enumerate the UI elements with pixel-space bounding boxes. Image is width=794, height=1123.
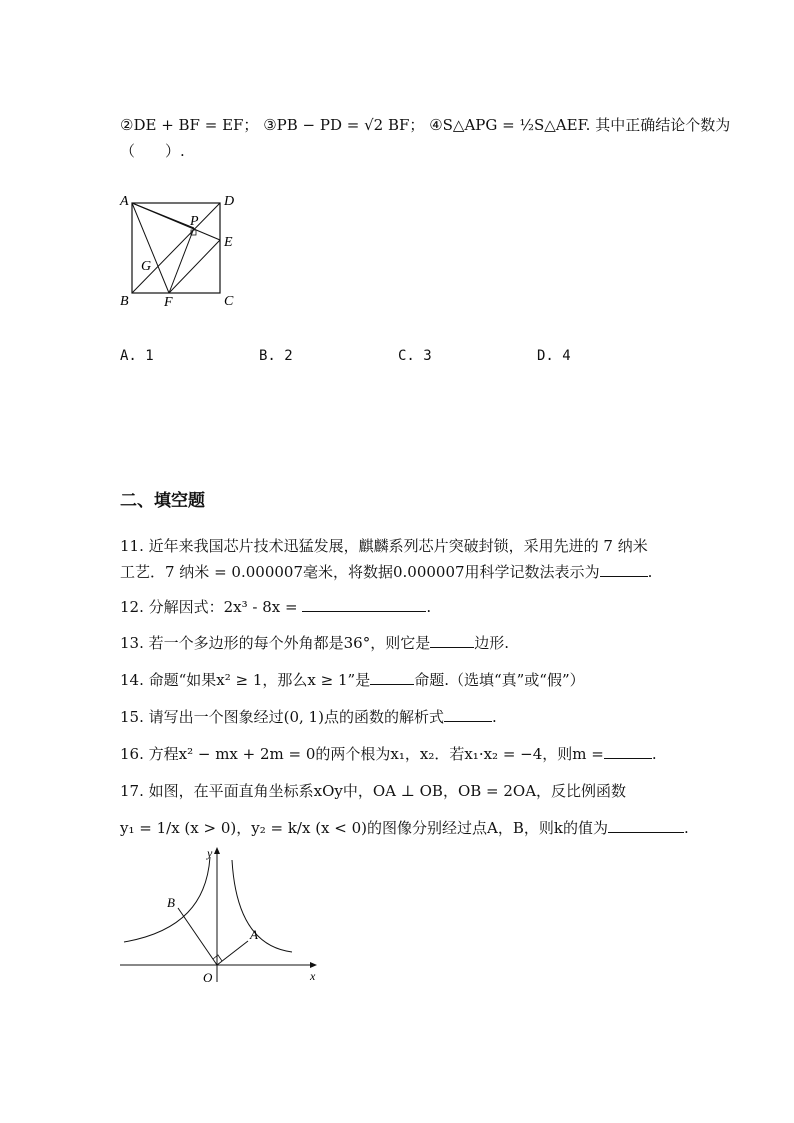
q15-answer-blank[interactable]: [444, 707, 492, 722]
q12-end: .: [426, 598, 432, 616]
q14-suffix: 命题.（选填“真”或“假”）: [414, 671, 585, 689]
q11-line1: 11. 近年来我国芯片技术迅猛发展，麒麟系列芯片突破封锁，采用先进的 7 纳米: [120, 537, 648, 555]
q17-line2: [120, 817, 689, 838]
diagonal-bd: [132, 203, 220, 293]
segment-ap: [132, 203, 194, 228]
q17-line1: 17. 如图，在平面直角坐标系xOy中，OA ⊥ OB，OB = 2OA，反比例函数: [120, 782, 627, 800]
hyperbola-figure: [112, 842, 327, 987]
q11-line2: [120, 561, 652, 582]
q16-answer-blank[interactable]: [604, 744, 652, 759]
label-e: E: [224, 235, 233, 250]
option-c[interactable]: C. 3: [398, 348, 432, 364]
q13-suffix: 边形.: [474, 634, 509, 652]
option-a[interactable]: A. 1: [120, 348, 154, 364]
label-a: A: [120, 194, 129, 209]
y-axis-arrow: [214, 847, 220, 854]
q15-prefix: 15. 请写出一个图象经过(0, 1)点的函数的解析式: [120, 708, 444, 726]
q13-prefix: 13. 若一个多边形的每个外角都是36°，则它是: [120, 634, 431, 652]
segment-oa: [217, 941, 248, 965]
q15-line: [120, 706, 497, 727]
label-b: B: [120, 294, 129, 309]
q14-line: [120, 669, 585, 690]
q16-end: .: [651, 745, 657, 763]
segment-fp: [169, 228, 194, 293]
label-x: x: [310, 969, 316, 983]
q13-answer-blank[interactable]: [430, 633, 474, 648]
segment-ob: [178, 908, 217, 965]
q14-prefix: 14. 命题“如果x² ≥ 1，那么x ≥ 1”是: [120, 671, 371, 689]
q14-answer-blank[interactable]: [370, 670, 414, 685]
label-d: D: [224, 194, 235, 209]
curve-y1: [232, 860, 292, 952]
q16-prefix: 16. 方程x² − mx + 2m = 0的两个根为x₁，x₂．若x₁·x₂ = −4，则m =: [120, 745, 604, 763]
q10-answer-paren: （ ）.: [120, 142, 185, 160]
option-b[interactable]: B. 2: [259, 348, 293, 364]
option-d[interactable]: D. 4: [537, 348, 571, 364]
section-title: 二、填空题: [120, 491, 205, 511]
q16-line: [120, 743, 657, 764]
q17-end: .: [683, 819, 689, 837]
label-p: P: [190, 214, 199, 229]
label-a-point: A: [250, 927, 258, 942]
q11-end: .: [647, 563, 653, 581]
q11-text: 工艺．7 纳米 = 0.000007毫米，将数据0.000007用科学记数法表示为: [120, 563, 600, 581]
label-y: y: [207, 846, 213, 860]
label-b-point: B: [167, 895, 175, 910]
q15-end: .: [491, 708, 497, 726]
q10-stmt2: ②DE + BF = EF；: [120, 116, 259, 134]
q10-stmt4: ④S△APG = ½S△AEF: [429, 116, 586, 134]
q12-line: [120, 596, 431, 617]
label-g: G: [141, 259, 152, 274]
q17-text: y₁ = 1/x (x > 0)，y₂ = k/x (x < 0)的图像分别经过点A，B，则k的值为: [120, 819, 608, 837]
q17-answer-blank[interactable]: [608, 818, 684, 833]
x-axis-arrow: [310, 962, 317, 968]
label-o: O: [203, 970, 213, 985]
square-figure: [112, 190, 242, 310]
q10-tail: . 其中正确结论个数为: [585, 116, 731, 134]
q10-stmt3: ③PB − PD = √2 BF；: [263, 116, 425, 134]
q11-answer-blank[interactable]: [600, 562, 648, 577]
q12-answer-blank[interactable]: [302, 597, 426, 612]
q13-line: [120, 632, 509, 653]
label-f: F: [164, 295, 173, 310]
q10-statements: [120, 114, 730, 135]
q12-text: 12. 分解因式：2x³ - 8x =: [120, 598, 298, 616]
label-c: C: [224, 294, 234, 309]
